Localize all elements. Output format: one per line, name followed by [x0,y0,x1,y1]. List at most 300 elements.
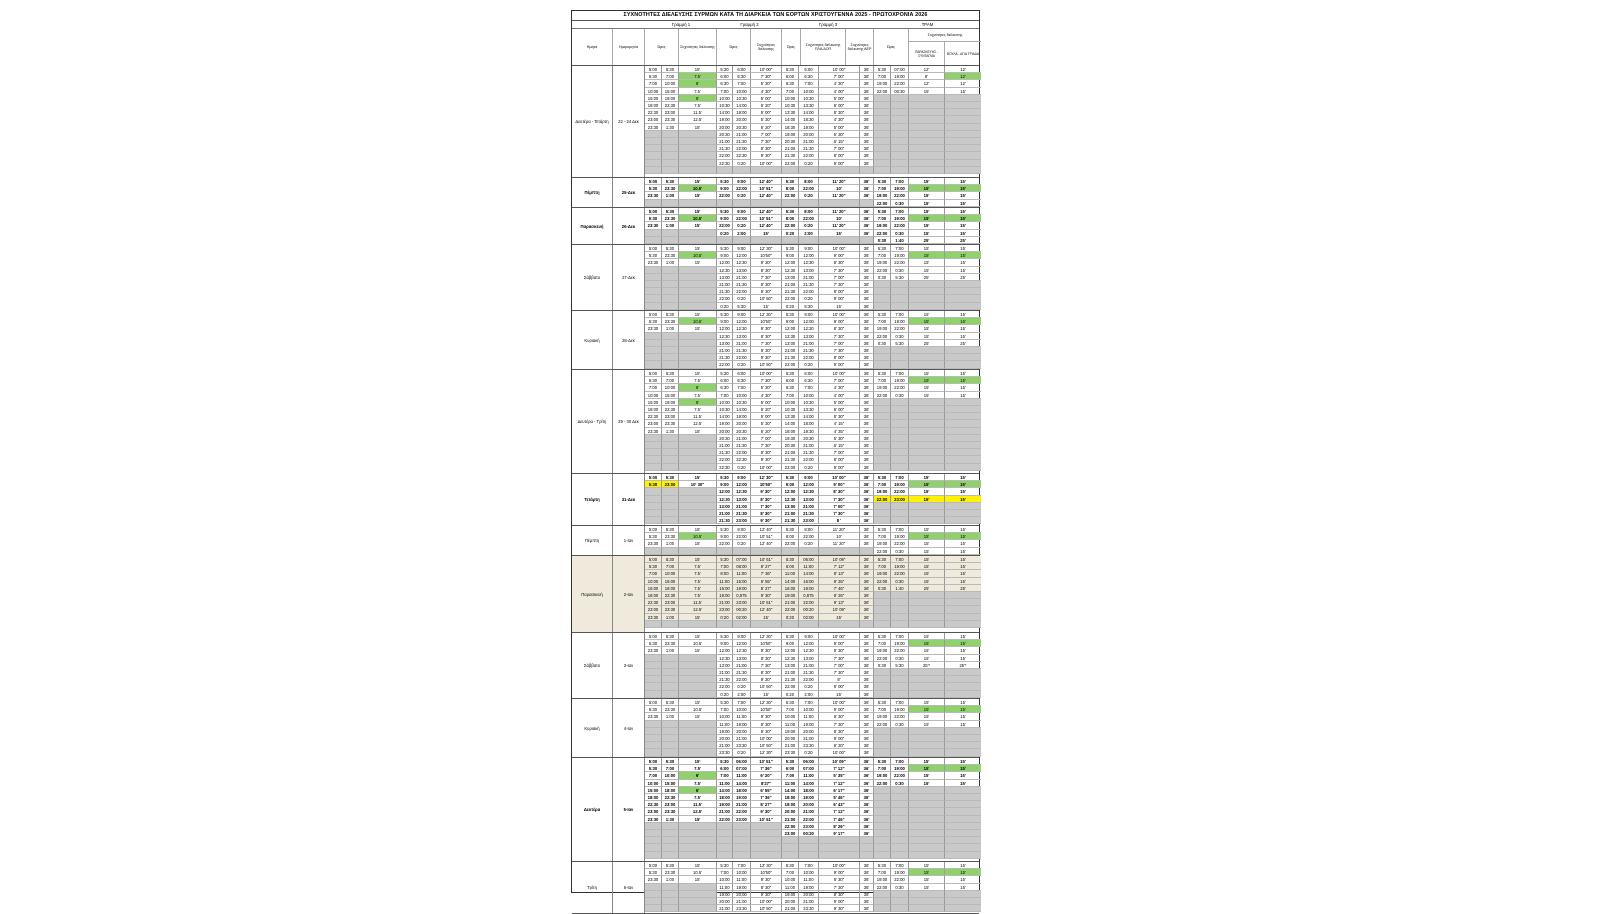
table-cell: 6:00 [782,765,799,772]
table-cell: 5:30 [717,526,733,533]
table-cell: 11:00 [782,721,799,728]
table-cell [662,295,679,302]
date-label: 31-Δεκ [613,474,645,525]
table-cell: 6:00 [782,563,799,570]
table-cell: 10' 00" [819,474,860,481]
table-cell: 12:00 [733,481,751,488]
table-cell: 6' [679,399,717,406]
table-cell: 5' 30" [819,435,860,442]
table-cell [945,435,981,442]
table-cell: 15' [909,267,945,274]
table-cell [751,852,782,859]
table-cell: 25' [945,585,981,592]
table-row [645,295,979,302]
table-cell [909,669,945,676]
table-cell: 7' 12" [819,563,860,570]
table-cell [909,614,945,621]
table-cell: 10' 00" [819,633,860,640]
table-cell: 11:00 [799,563,819,570]
table-cell: 9:00 [733,474,751,481]
table-row [645,208,979,215]
table-cell [891,905,909,912]
table-cell: 7:00 [799,384,819,391]
table-cell [662,548,679,555]
table-cell [662,683,679,690]
table-cell: 20:00 [799,131,819,138]
table-cell [679,131,717,138]
table-cell: 10'50" [751,252,782,259]
table-cell [751,823,782,830]
table-cell: 14:00 [717,787,733,794]
header-l1-hours: Ώρες [645,29,679,65]
table-cell: 7.5' [679,73,717,80]
table-cell [909,160,945,167]
table-cell: 19:00 [717,801,733,808]
table-row [645,647,979,654]
table-cell: 9' 30" [751,891,782,898]
table-cell: 7.5' [679,392,717,399]
table-cell: 6:00 [717,765,733,772]
table-cell: 7:00 [782,392,799,399]
header-l3-freq-a: Συχνότητες διέλευσης ΠΛΑ-ΔΟΠ [801,29,846,65]
table-cell: 18:00 [645,592,662,599]
group-line3: Γραμμή 3 [818,22,838,27]
table-cell: 23:30 [799,905,819,912]
table-cell [945,442,981,449]
table-cell: 22:00 [799,215,819,222]
table-cell [679,354,717,361]
table-cell: 23:30 [662,808,679,815]
table-cell: 22:00 [891,876,909,883]
table-cell: 7:00 [874,215,891,222]
table-cell [819,837,860,844]
table-cell: 7:00 [874,73,891,80]
table-cell [909,691,945,698]
table-cell [645,160,662,167]
table-cell: 22:00 [782,222,799,229]
table-row [645,765,979,772]
table-cell: 23:00 [645,116,662,123]
table-cell: 5:30 [733,303,751,310]
table-row [645,578,979,585]
table-cell: 6' 20" [751,124,782,131]
table-row [645,160,979,167]
table-cell: 8' 30" [819,259,860,266]
table-cell [662,721,679,728]
table-cell: 36' [860,735,874,742]
table-cell [662,442,679,449]
table-cell: 36' [860,614,874,621]
table-cell [662,837,679,844]
table-cell: 10:00 [717,713,733,720]
table-cell [945,676,981,683]
table-cell: 36' [860,295,874,302]
table-cell [945,347,981,354]
table-cell: 9:00 [717,252,733,259]
table-cell: 15' [945,230,981,237]
table-cell: 10' 00" [819,370,860,377]
table-cell [662,167,679,174]
table-cell [874,428,891,435]
table-cell: 8' 30" [751,721,782,728]
table-cell: 15' [945,245,981,252]
table-cell: 15' [679,208,717,215]
table-cell: 22:00 [874,884,891,891]
table-cell: 7' 30" [751,138,782,145]
table-cell: 15' [679,325,717,332]
day-block [572,758,979,862]
table-cell: 15' [945,481,981,488]
table-cell [679,435,717,442]
table-cell: 15' [679,370,717,377]
table-cell: 12:00 [799,481,819,488]
table-cell: 6' 20" [751,772,782,779]
table-cell: 15' [679,540,717,547]
table-cell: 36' [860,222,874,229]
table-cell: 19:00 [874,222,891,229]
table-cell: 9:00 [782,640,799,647]
table-cell: 15' [909,178,945,185]
table-cell: 36' [860,347,874,354]
table-cell: 9' 00" [819,640,860,647]
table-cell: 23:00 [645,420,662,427]
table-cell: 10:30 [782,406,799,413]
table-cell: 21:00 [799,138,819,145]
table-cell [662,735,679,742]
table-cell: 10.5' [679,640,717,647]
table-cell: 13:00 [799,655,819,662]
table-cell: 12.5' [679,116,717,123]
table-cell: 5' 30" [819,109,860,116]
table-cell: 36' [860,876,874,883]
table-cell: 10' 51" [751,758,782,765]
table-row [645,481,979,488]
table-cell: 15' [679,222,717,229]
table-cell: 19:00 [874,570,891,577]
table-cell: 36' [860,758,874,765]
table-cell: 10' 09" [819,606,860,613]
table-cell: 7' 30" [819,281,860,288]
table-cell: 13:00 [717,503,733,510]
table-cell: 22:00 [874,721,891,728]
table-row [645,876,979,883]
table-cell: 5:30 [662,311,679,318]
table-cell [662,891,679,898]
table-cell [782,837,799,844]
table-cell [945,406,981,413]
table-cell: 19:00 [782,728,799,735]
table-row [645,420,979,427]
table-row [645,303,979,310]
table-cell [645,267,662,274]
table-cell [645,662,662,669]
table-cell: 12:30 [799,325,819,332]
table-cell: 7' 30" [751,662,782,669]
table-cell: 15' [909,377,945,384]
table-cell [891,735,909,742]
table-cell: 12:30 [717,333,733,340]
table-cell [891,808,909,815]
table-cell: 21:00 [733,503,751,510]
table-cell [945,95,981,102]
table-cell: 19:30 [799,428,819,435]
table-cell [891,614,909,621]
table-cell: 02:00 [733,614,751,621]
table-cell: 8' [819,676,860,683]
table-cell: 10' 00" [751,370,782,377]
table-cell: 23:00 [662,599,679,606]
table-cell: 10' 50" [751,905,782,912]
table-cell: 36' [860,780,874,787]
table-row [645,787,979,794]
table-cell: 5:30 [645,563,662,570]
table-cell: 7' 00" [819,377,860,384]
table-cell: 22:00 [782,823,799,830]
table-cell [645,152,662,159]
table-cell: 22:00 [733,354,751,361]
table-cell [909,456,945,463]
table-cell: 10:00 [717,95,733,102]
table-cell [874,449,891,456]
column-header-row [572,29,979,66]
table-cell: 15' [909,655,945,662]
table-cell: 0:20 [733,295,751,302]
table-cell [891,124,909,131]
table-cell [662,361,679,368]
table-cell [909,288,945,295]
table-cell: 15' [945,713,981,720]
table-cell: 23:30 [662,215,679,222]
table-cell: 5:30 [662,178,679,185]
table-cell: 18:00 [662,585,679,592]
table-cell [945,905,981,912]
table-cell: 7' 30" [819,496,860,503]
table-cell: 15' [819,303,860,310]
table-cell: 5' 30" [819,131,860,138]
table-cell [751,237,782,244]
table-cell: 36' [860,533,874,540]
table-cell: 21:00 [782,510,799,517]
table-cell: 36' [860,742,874,749]
table-cell: 15' [819,691,860,698]
table-cell: 36' [860,830,874,837]
table-cell: 6' 17" [819,787,860,794]
table-cell: 7:00 [874,640,891,647]
table-cell [874,816,891,823]
table-cell: 22:00 [717,540,733,547]
day-block [572,66,979,178]
table-cell: 12' 40" [751,540,782,547]
table-cell: 20:00 [799,728,819,735]
table-cell: 5' 30" [751,116,782,123]
table-cell: 21:30 [733,669,751,676]
table-cell: 21:30 [733,138,751,145]
table-cell: 11:00 [733,876,751,883]
table-cell [945,354,981,361]
table-cell [645,655,662,662]
table-cell [891,592,909,599]
table-cell: 2:00 [733,230,751,237]
table-row [645,884,979,891]
table-cell [891,852,909,859]
table-cell: 15' [909,633,945,640]
table-cell: 08:00 [733,563,751,570]
table-cell: 2:00 [799,691,819,698]
table-cell: 36' [860,801,874,808]
table-cell: 12:00 [782,259,799,266]
table-cell: 7:00 [891,699,909,706]
table-cell: 21:30 [717,676,733,683]
table-cell: 15' [909,325,945,332]
table-cell: 7:00 [874,252,891,259]
table-cell [909,599,945,606]
table-cell: 10:00 [782,399,799,406]
table-cell: 36' [860,503,874,510]
table-cell: 1:40 [891,585,909,592]
table-cell [909,676,945,683]
table-cell [717,844,733,851]
table-cell [909,435,945,442]
table-cell [799,844,819,851]
table-cell: 7' 00" [751,131,782,138]
table-cell: 15' [945,563,981,570]
table-cell: 36' [860,420,874,427]
table-cell: 10:00 [733,869,751,876]
table-cell [945,124,981,131]
table-cell: 0:20 [733,749,751,756]
table-cell: 10.5' [679,869,717,876]
table-cell [717,830,733,837]
table-cell: 21:30 [733,510,751,517]
table-cell: 15' [945,699,981,706]
day-block [572,245,979,311]
table-cell [662,152,679,159]
header-l2-freq: Συχνότητες διέλευσης [751,29,782,65]
table-cell [945,691,981,698]
table-cell [679,303,717,310]
table-cell [645,517,662,524]
table-cell: 0:30 [891,655,909,662]
table-cell: 15' [679,633,717,640]
table-cell: 15' [945,640,981,647]
table-cell: 9:00 [799,474,819,481]
table-cell: 13:00 [799,333,819,340]
table-row [645,413,979,420]
table-cell: 19:00 [874,876,891,883]
table-cell [662,905,679,912]
table-cell: 19:00 [782,801,799,808]
table-row [645,428,979,435]
table-cell: 6' 00" [819,406,860,413]
table-cell: 22:00 [717,295,733,302]
table-cell [891,456,909,463]
table-cell: 14:00 [782,787,799,794]
table-cell: 12:30 [717,655,733,662]
table-cell: 4' 30" [819,80,860,87]
table-cell: 4' 30" [819,384,860,391]
table-cell: 10' 51" [751,599,782,606]
table-cell: 20:00 [782,735,799,742]
table-cell: 22:30 [662,102,679,109]
table-cell [662,676,679,683]
table-cell [662,662,679,669]
table-cell: 21:00 [733,340,751,347]
table-cell: 19:00 [733,585,751,592]
table-cell: 36' [860,749,874,756]
table-cell: 22:00 [799,185,819,192]
table-cell: 11:00 [733,772,751,779]
table-cell: 36' [860,192,874,199]
table-cell [945,281,981,288]
table-cell: 19:00 [891,640,909,647]
table-cell: 8' 27" [751,801,782,808]
table-cell [874,823,891,830]
table-cell: 19:00 [717,891,733,898]
table-cell: 0:20 [733,683,751,690]
table-cell: 11:00 [717,884,733,891]
table-cell: 21:00 [717,281,733,288]
table-cell: 12:00 [717,259,733,266]
table-cell: 5:30 [717,556,733,563]
table-cell [679,844,717,851]
table-cell: 20:00 [799,801,819,808]
table-cell: 23:30 [733,905,751,912]
table-cell: 15' [909,474,945,481]
table-cell: 15' [945,647,981,654]
table-cell [645,230,662,237]
table-row [645,325,979,332]
table-cell: 11' 20" [819,208,860,215]
table-cell [909,592,945,599]
table-cell: 7:00 [874,706,891,713]
table-cell: 15' [945,392,981,399]
table-cell [679,160,717,167]
table-cell: 5:00 [645,311,662,318]
table-cell: 6' 15" [819,138,860,145]
table-cell: 5:30 [645,765,662,772]
table-cell [945,464,981,471]
table-cell: 0:20 [733,160,751,167]
table-cell: 0,875 [799,592,819,599]
day-label: Δευτέρα [572,758,613,861]
table-cell: 7:00 [799,862,819,869]
table-cell [751,548,782,555]
table-cell: 15' [909,370,945,377]
table-cell: 36' [860,252,874,259]
table-cell: 6:30 [799,73,819,80]
table-cell: 1:30 [662,428,679,435]
table-cell: 15' [909,548,945,555]
table-cell [662,823,679,830]
table-cell: 15' [679,816,717,823]
table-cell [679,449,717,456]
table-cell [891,102,909,109]
table-cell: 19:00 [717,728,733,735]
table-cell [945,420,981,427]
table-row [645,585,979,592]
table-cell: 8' 30" [751,145,782,152]
table-cell: 2:00 [799,230,819,237]
table-cell [891,621,909,628]
table-cell: 7' 30" [751,377,782,384]
table-cell [645,742,662,749]
table-cell [751,830,782,837]
table-cell: 7:00 [645,772,662,779]
table-cell: 7' 30" [751,503,782,510]
table-cell [891,676,909,683]
table-cell: 0:20 [799,192,819,199]
table-row [645,377,979,384]
